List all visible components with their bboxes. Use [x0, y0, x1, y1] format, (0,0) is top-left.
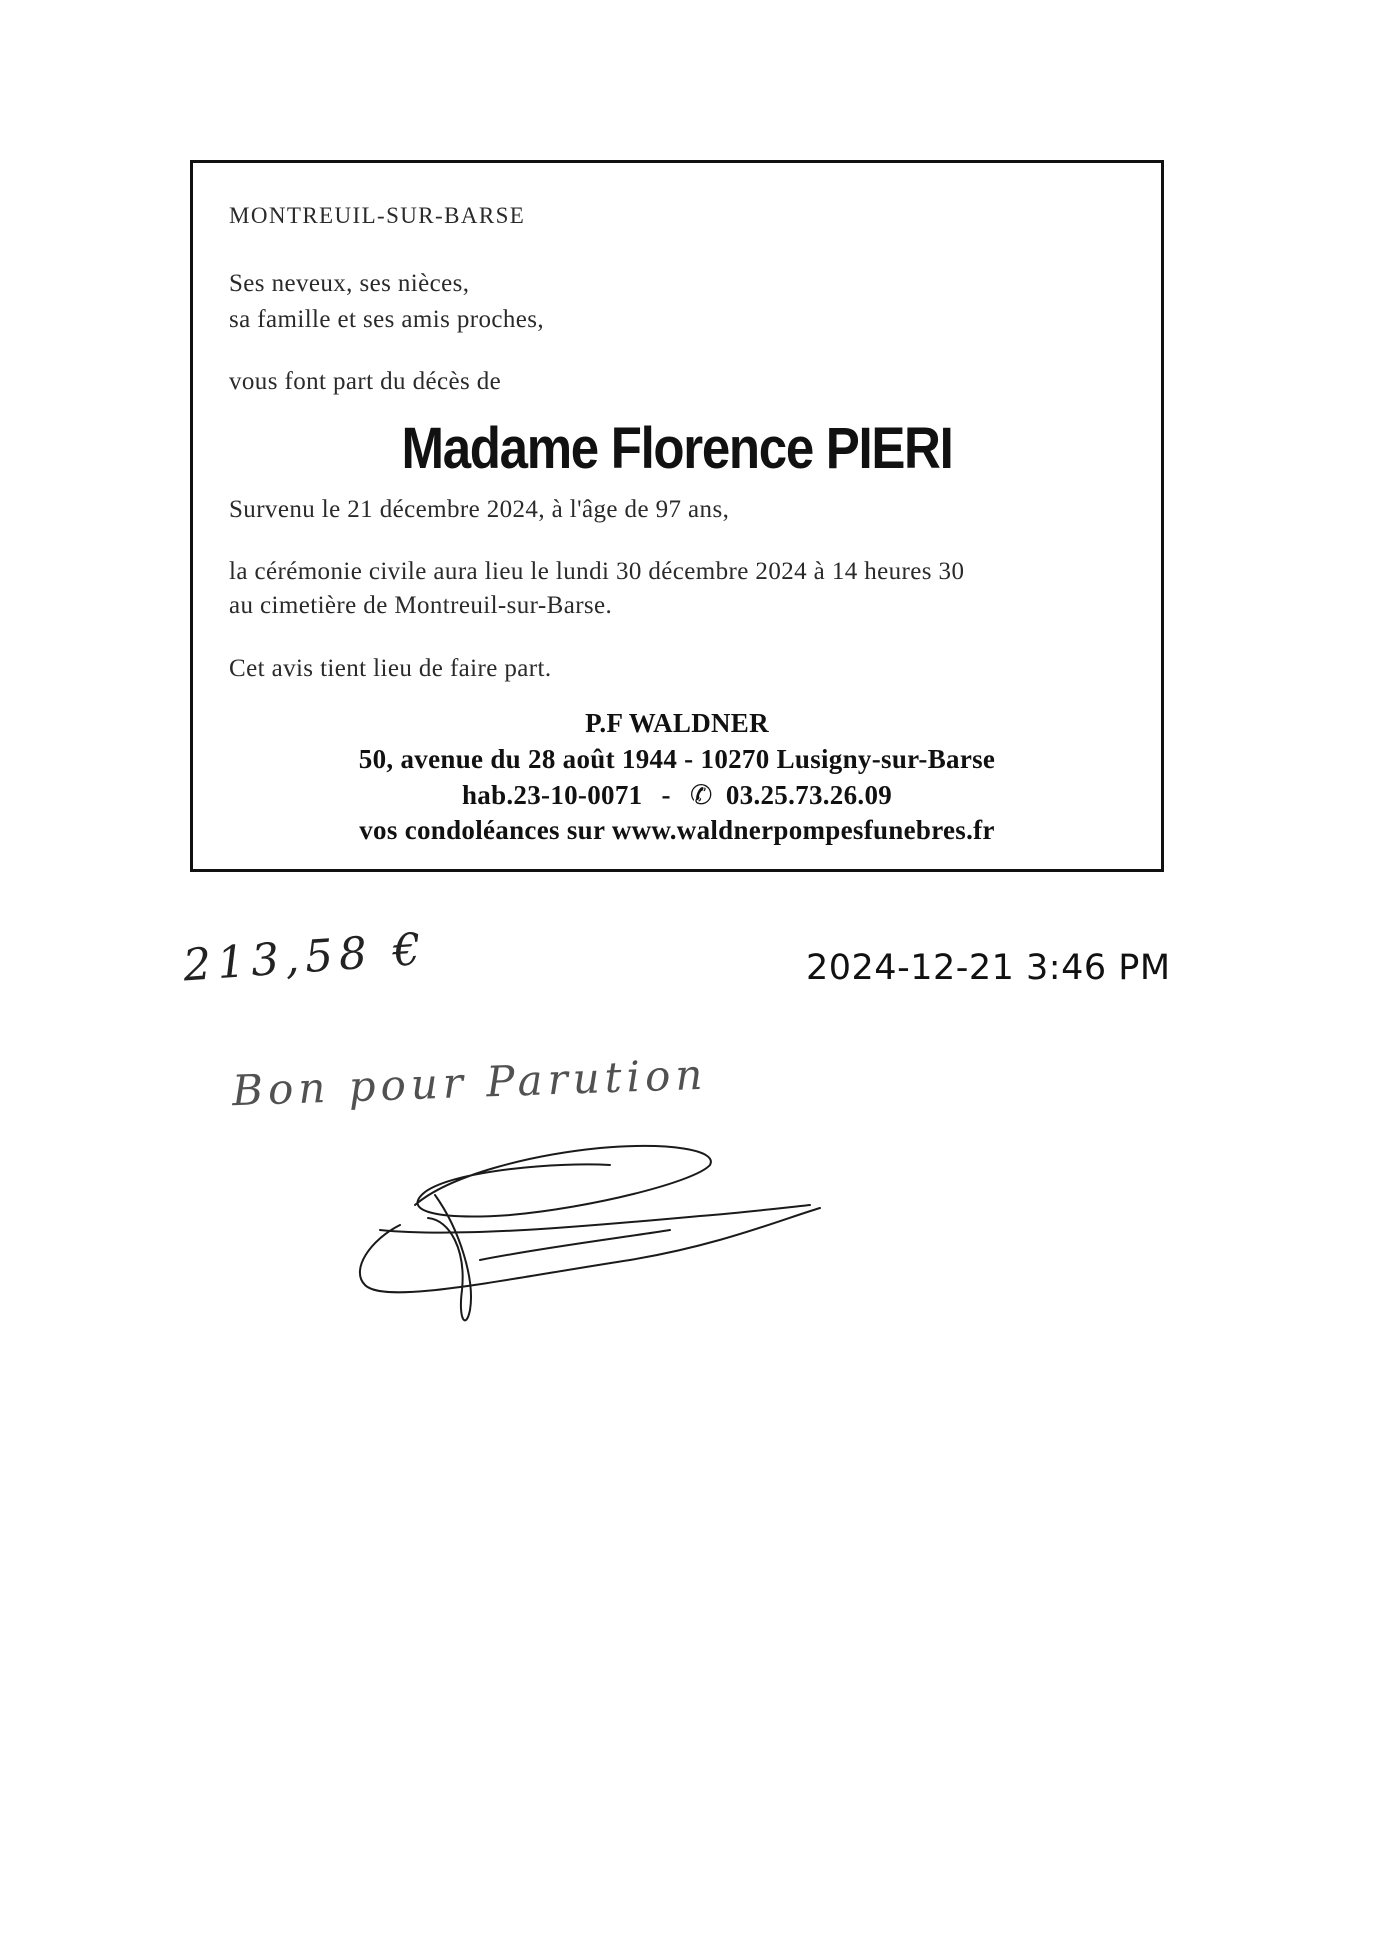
condolences-website: vos condoléances sur www.waldnerpompesfunebres.fr	[359, 815, 995, 845]
relatives-line-2: sa famille et ses amis proches,	[229, 306, 545, 333]
license-number: hab.23-10-0071	[461, 780, 643, 810]
ceremony-line-2: au cimetière de Montreuil-sur-Barse.	[229, 592, 613, 619]
obituary-notice	[190, 160, 1164, 872]
funeral-home-contact	[193, 780, 1161, 811]
contact-separator: -	[661, 780, 671, 810]
timestamp: 2024-12-21 3:46 PM	[806, 948, 1171, 988]
announcement: vous font part du décès de	[229, 368, 502, 395]
handwritten-approval-note: Bon pour Parution	[231, 1049, 709, 1116]
handwritten-amount: 213,58 €	[181, 923, 429, 992]
relatives-line-1: Ses neveux, ses nièces,	[229, 270, 470, 297]
deceased-name: Madame Florence PIERI	[401, 416, 953, 481]
death-info: Survenu le 21 décembre 2024, à l'âge de 97 ans,	[229, 496, 730, 523]
phone-number: 03.25.73.26.09	[725, 780, 893, 810]
signature-icon	[340, 1120, 840, 1340]
funeral-home-name: P.F WALDNER	[585, 708, 769, 738]
phone-icon: ✆	[689, 780, 713, 810]
closing-note: Cet avis tient lieu de faire part.	[229, 655, 552, 682]
town-name: MONTREUIL-SUR-BARSE	[229, 203, 526, 228]
funeral-home-address: 50, avenue du 28 août 1944 - 10270 Lusigny-sur-Barse	[358, 744, 996, 774]
ceremony-line-1: la cérémonie civile aura lieu le lundi 30 décembre 2024 à 14 heures 30	[229, 558, 965, 585]
